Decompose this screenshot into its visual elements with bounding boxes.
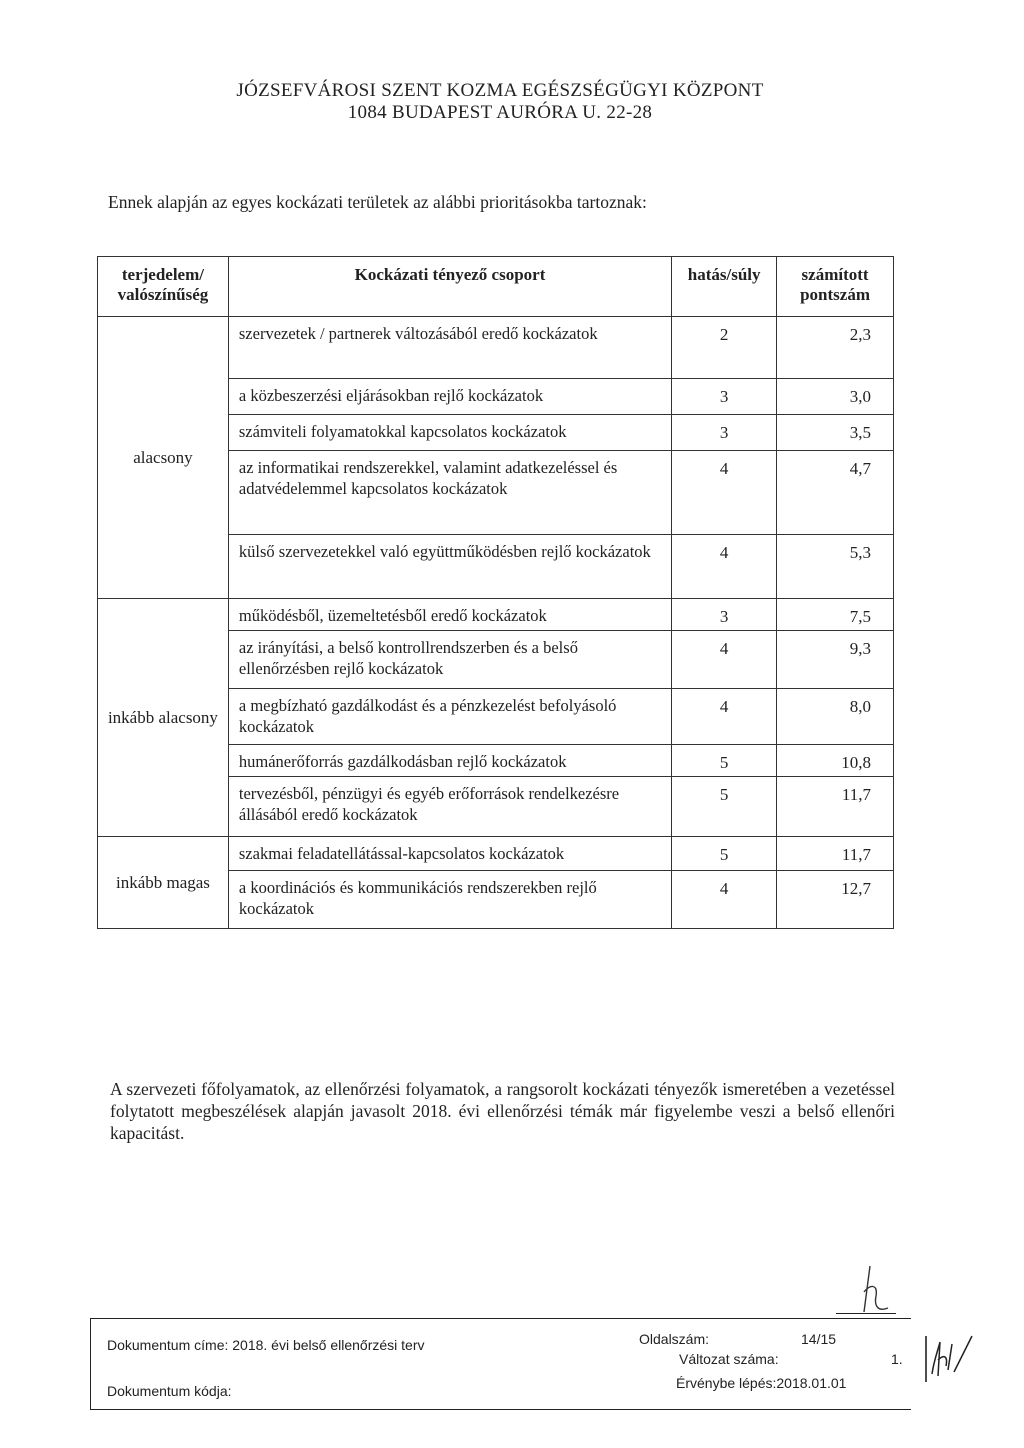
header-score: számított pontszám [777, 257, 894, 317]
handwritten-initial-mark [848, 1262, 894, 1318]
risk-score: 4,7 [777, 451, 894, 535]
risk-factor: szakmai feladatellátással-kapcsolatos kockázatok [228, 837, 671, 871]
footer-page-label: Oldalszám: [639, 1331, 710, 1347]
risk-weight: 4 [672, 631, 777, 689]
risk-weight: 4 [672, 689, 777, 745]
table-row [98, 599, 894, 631]
footer-effective-date: Érvénybe lépés:2018.01.01 [676, 1375, 847, 1391]
group-label: alacsony [98, 317, 229, 599]
risk-weight: 4 [672, 871, 777, 929]
footer-version-number: 1. [891, 1351, 903, 1367]
risk-factor: szervezetek / partnerek változásából eredő kockázatok [228, 317, 671, 379]
risk-score: 8,0 [777, 689, 894, 745]
risk-weight: 4 [672, 535, 777, 599]
risk-score: 9,3 [777, 631, 894, 689]
conclusion-paragraph: A szervezeti főfolyamatok, az ellenőrzési folyamatok, a rangsorolt kockázati tényezők ismeretében a vezetéssel folytatott megbeszélések alapján javasolt 2018. évi ellenőrzési témák már figyelembe veszi a belső ellenőri kapacitást. [110, 1079, 895, 1143]
risk-weight: 3 [672, 599, 777, 631]
signature-line [836, 1313, 896, 1314]
header-risk-group: Kockázati tényező csoport [228, 257, 671, 317]
institution-address: 1084 BUDAPEST AURÓRA U. 22-28 [347, 102, 653, 123]
risk-factor: működésből, üzemeltetésből eredő kockázatok [228, 599, 671, 631]
risk-weight: 5 [672, 837, 777, 871]
group-label: inkább magas [98, 837, 229, 929]
footer-page-number: 14/15 [801, 1331, 837, 1347]
footer-document-code: Dokumentum kódja: [107, 1383, 232, 1399]
header-likelihood: terjedelem/ valószínűség [98, 257, 229, 317]
risk-priority-table [97, 256, 894, 929]
risk-factor: a koordinációs és kommunikációs rendszerekben rejlő kockázatok [228, 871, 671, 929]
risk-factor: tervezésből, pénzügyi és egyéb erőforrások rendelkezésre állásából eredő kockázatok [228, 777, 671, 837]
institution-name: JÓZSEFVÁROSI SZENT KOZMA EGÉSZSÉGÜGYI KÖZPONT [236, 80, 764, 101]
risk-score: 3,5 [777, 415, 894, 451]
risk-score: 3,0 [777, 379, 894, 415]
risk-factor: a közbeszerzési eljárásokban rejlő kockázatok [228, 379, 671, 415]
table-row [98, 317, 894, 379]
group-label: inkább alacsony [98, 599, 229, 837]
risk-factor: számviteli folyamatokkal kapcsolatos kockázatok [228, 415, 671, 451]
intro-text: Ennek alapján az egyes kockázati területek az alábbi prioritásokba tartoznak: [108, 192, 647, 212]
risk-weight: 5 [672, 745, 777, 777]
risk-score: 2,3 [777, 317, 894, 379]
risk-score: 11,7 [777, 777, 894, 837]
risk-weight: 2 [672, 317, 777, 379]
table-row [98, 837, 894, 871]
risk-weight: 3 [672, 415, 777, 451]
handwritten-signature [922, 1330, 986, 1388]
risk-score: 11,7 [777, 837, 894, 871]
risk-score: 7,5 [777, 599, 894, 631]
header-weight: hatás/súly [672, 257, 777, 317]
risk-score: 12,7 [777, 871, 894, 929]
risk-factor: az irányítási, a belső kontrollrendszerben és a belső ellenőrzésben rejlő kockázatok [228, 631, 671, 689]
document-footer [90, 1318, 911, 1410]
risk-score: 10,8 [777, 745, 894, 777]
risk-factor: humánerőforrás gazdálkodásban rejlő kockázatok [228, 745, 671, 777]
risk-factor: külső szervezetekkel való együttműködésben rejlő kockázatok [228, 535, 671, 599]
risk-score: 5,3 [777, 535, 894, 599]
risk-weight: 5 [672, 777, 777, 837]
footer-version-label: Változat száma: [679, 1351, 779, 1367]
risk-factor: az informatikai rendszerekkel, valamint adatkezeléssel és adatvédelemmel kapcsolatos kockázatok [228, 451, 671, 535]
risk-weight: 4 [672, 451, 777, 535]
risk-factor: a megbízható gazdálkodást és a pénzkezelést befolyásoló kockázatok [228, 689, 671, 745]
risk-weight: 3 [672, 379, 777, 415]
footer-document-title: Dokumentum címe: 2018. évi belső ellenőrzési terv [107, 1337, 425, 1353]
